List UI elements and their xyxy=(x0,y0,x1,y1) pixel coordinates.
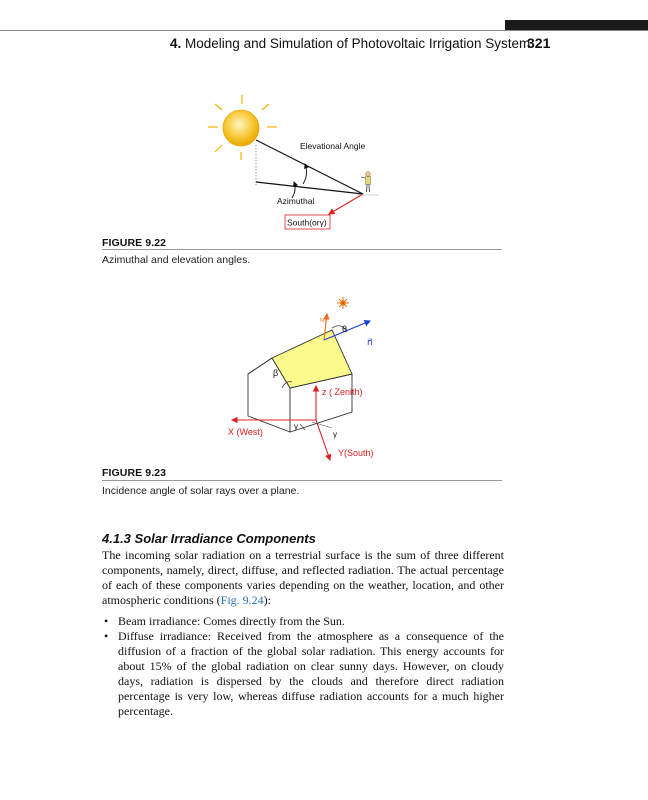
label-elevational-angle: Elevational Angle xyxy=(300,141,366,151)
label-s-vector: s⃗ xyxy=(319,317,328,322)
label-gamma-1: γ xyxy=(294,422,298,431)
label-n-vector: n⃗ xyxy=(367,337,373,347)
figure-9-23-caption: Incidence angle of solar rays over a plane. xyxy=(102,485,300,497)
figure-9-22-rule xyxy=(102,249,502,250)
label-gamma-2: γ xyxy=(333,430,337,439)
label-beta: β xyxy=(273,368,279,378)
label-south: South(orγ) xyxy=(287,217,327,228)
section-heading: 4.1.3 Solar Irradiance Components xyxy=(102,531,316,546)
header-rule xyxy=(0,30,648,31)
running-head xyxy=(170,36,530,51)
paragraph-text-before: The incoming solar radiation on a terrestrial surface is the sum of three different components, namely, direct, diffuse, and reflected radiation. The actual percentage of each of these components varies depending on the weather, location, and other atmospheric conditions ( xyxy=(102,548,504,607)
chapter-number: 4. xyxy=(170,36,182,51)
header-bar xyxy=(505,20,648,30)
page-number: 321 xyxy=(527,35,551,51)
figure-9-23-rule xyxy=(102,480,502,481)
sun-small-icon xyxy=(337,297,349,309)
list-item xyxy=(102,614,504,629)
figure-9-23-diagram xyxy=(220,288,400,464)
bullet-icon: • xyxy=(104,614,109,628)
label-theta: θ xyxy=(342,324,348,334)
label-azimuthal: Azimuthal xyxy=(277,196,315,206)
figure-9-23-label: FIGURE 9.23 xyxy=(102,467,167,479)
house-shape xyxy=(248,330,352,432)
figure-9-22-label: FIGURE 9.22 xyxy=(102,237,167,249)
chapter-title: Modeling and Simulation of Photovoltaic Irrigation System xyxy=(185,36,531,51)
label-west: X (West) xyxy=(228,427,263,437)
figure-9-22-diagram xyxy=(195,90,425,235)
figure-9-22-caption: Azimuthal and elevation angles. xyxy=(102,254,251,266)
figure-link[interactable]: Fig. 9.24 xyxy=(220,593,264,607)
bullet-list xyxy=(102,614,504,719)
list-item xyxy=(102,629,504,719)
bullet-text: Diffuse irradiance: Received from the atmosphere as a consequence of the diffusion of a fraction of the global solar radiation. This energy accounts for about 15% of the global radiation on clear sunny days. However, on cloudy days, radiation is dispersed by the clouds and therefore direct radiation percentage is very low, whereas diffuse radiation accounts for a much higher percentage. xyxy=(118,629,504,718)
label-zenith: z ( Zenith) xyxy=(322,387,363,397)
sun-icon xyxy=(223,110,259,146)
paragraph-text-after: ): xyxy=(263,593,271,607)
bullet-icon: • xyxy=(104,629,109,643)
section-paragraph xyxy=(102,548,504,608)
label-south-y: Y(South) xyxy=(338,448,374,458)
bullet-text: Beam irradiance: Comes directly from the Sun. xyxy=(118,614,345,628)
observer-figure xyxy=(357,172,379,195)
